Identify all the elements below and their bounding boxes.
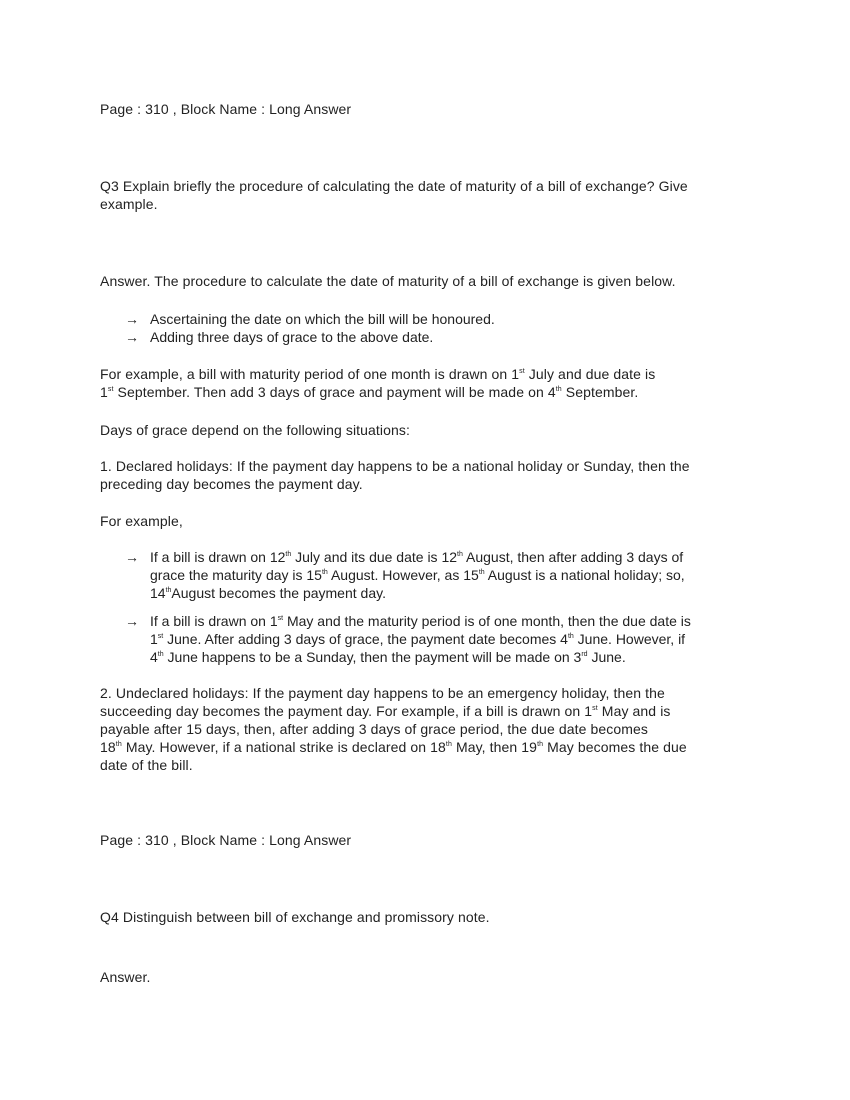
question-q3: Q3 Explain briefly the procedure of calculating the date of maturity of a bill of exchange? Give example.	[100, 178, 688, 212]
example-bullet-text: If a bill is drawn on 12th July and its due date is 12th August, then after adding 3 days of grace the maturity day is 15th August. However, as 15th August is a national holiday; so, 14thAugust becomes the payment day.	[150, 549, 685, 601]
answer-intro-q3: Answer. The procedure to calculate the date of maturity of a bill of exchange is given below.	[100, 273, 676, 289]
for-example-label: For example,	[100, 513, 183, 529]
question-q4: Q4 Distinguish between bill of exchange and promissory note.	[100, 909, 490, 925]
answer-label-q4: Answer.	[100, 969, 151, 985]
arrow-icon: →	[125, 329, 139, 345]
block-header-q3: Page : 310 , Block Name : Long Answer	[100, 101, 352, 117]
example-paragraph: For example, a bill with maturity period of one month is drawn on 1st July and due date is 1st September. Then add 3 days of grace and payment will be made on 4th September.	[100, 366, 656, 400]
undeclared-holidays-paragraph: 2. Undeclared holidays: If the payment day happens to be an emergency holiday, then the succeeding day becomes the payment day. For example, if a bill is drawn on 1st May and is payable after 15 days, then, after adding 3 days of grace period, the due date becomes 18th May. However, if a national strike is declared on 18th May, then 19th May becomes the due date of the bill.	[100, 685, 687, 773]
step-text: Adding three days of grace to the above date.	[150, 329, 434, 345]
block-header-q4: Page : 310 , Block Name : Long Answer	[100, 832, 352, 848]
days-of-grace-heading: Days of grace depend on the following situations:	[100, 422, 410, 438]
arrow-icon: →	[125, 613, 139, 629]
declared-holidays-paragraph: 1. Declared holidays: If the payment day happens to be a national holiday or Sunday, then the preceding day becomes the payment day.	[100, 458, 690, 492]
example-bullet-text: If a bill is drawn on 1st May and the maturity period is of one month, then the due date is 1st June. After adding 3 days of grace, the payment date becomes 4th June. However, if 4th June happens to be a Sunday, then the payment will be made on 3rd June.	[150, 613, 691, 665]
step-text: Ascertaining the date on which the bill will be honoured.	[150, 311, 495, 327]
arrow-icon: →	[125, 549, 139, 565]
arrow-icon: →	[125, 311, 139, 327]
document-page	[100, 0, 750, 1100]
